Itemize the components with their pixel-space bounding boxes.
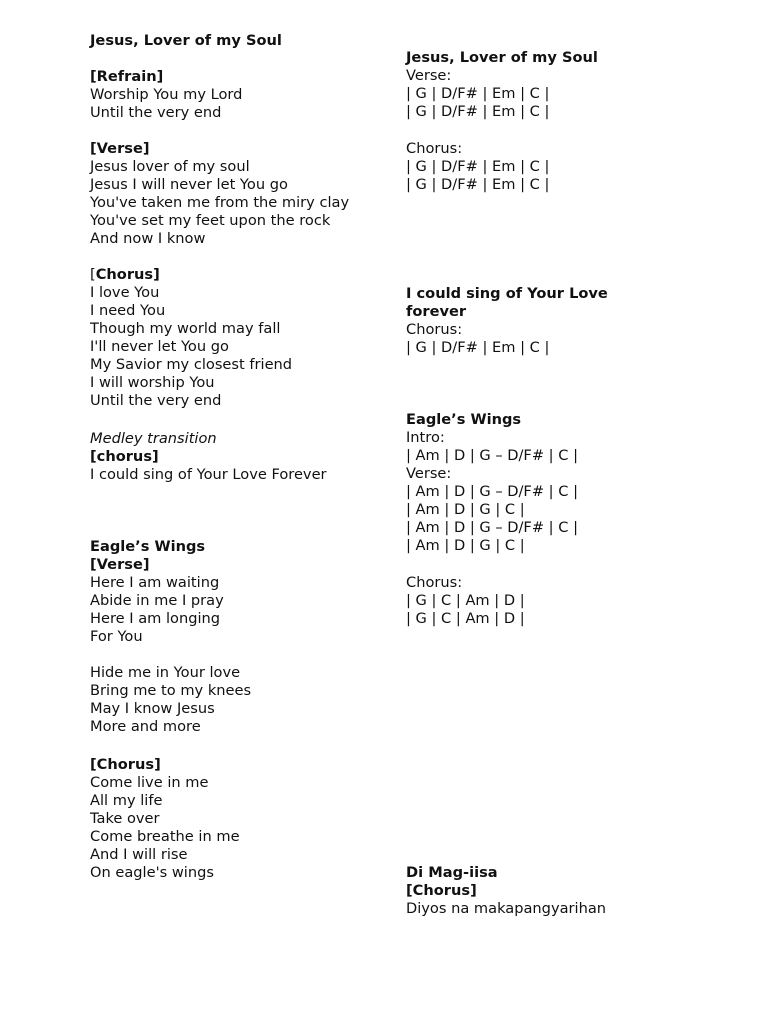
song-title: Jesus, Lover of my Soul <box>90 32 282 49</box>
lyric-line: Diyos na makapangyarihan <box>406 900 607 917</box>
section-label: [chorus] <box>90 448 159 465</box>
chord-line: | G | D/F# | Em | C | <box>406 339 550 356</box>
lyric-line: Come breathe in me <box>90 828 240 845</box>
section-label: Chorus: <box>406 574 463 591</box>
lyric-line: Take over <box>90 810 160 827</box>
song-title: Di Mag-iisa <box>406 864 498 881</box>
lyric-line: Bring me to my knees <box>90 682 252 699</box>
chord-line: | G | C | Am | D | <box>406 592 525 609</box>
section-label: Verse: <box>406 67 452 84</box>
section-label-text: Chorus] <box>95 266 160 283</box>
chord-line: | G | D/F# | Em | C | <box>406 158 550 175</box>
lyric-line: Though my world may fall <box>90 320 281 337</box>
section-label: Chorus: <box>406 140 463 157</box>
lyric-line: Abide in me I pray <box>90 592 224 609</box>
section-label: [Chorus] <box>406 882 477 899</box>
lyric-line: I could sing of Your Love Forever <box>90 466 327 483</box>
song-title: Eagle’s Wings <box>90 538 206 555</box>
section-label: Chorus: <box>406 321 463 338</box>
chord-line: | Am | D | G – D/F# | C | <box>406 447 578 464</box>
song-title: Jesus, Lover of my Soul <box>406 49 598 66</box>
song-title: I could sing of Your Love <box>406 285 608 302</box>
lyric-line: I'll never let You go <box>90 338 229 355</box>
lyric-line: Here I am longing <box>90 610 221 627</box>
lyric-line: Hide me in Your love <box>90 664 241 681</box>
section-label: [Verse] <box>90 556 150 573</box>
lyric-line: You've taken me from the miry clay <box>90 194 350 211</box>
lyric-line: My Savior my closest friend <box>90 356 293 373</box>
lyric-line: More and more <box>90 718 201 735</box>
lyric-line: Jesus lover of my soul <box>90 158 250 175</box>
chord-line: | Am | D | G – D/F# | C | <box>406 483 578 500</box>
lyric-line: You've set my feet upon the rock <box>90 212 331 229</box>
lyric-line: I will worship You <box>90 374 215 391</box>
lyric-line: On eagle's wings <box>90 864 214 881</box>
lyric-line: I love You <box>90 284 160 301</box>
chord-line: | G | D/F# | Em | C | <box>406 103 550 120</box>
lyric-line: And now I know <box>90 230 206 247</box>
chord-line: | G | C | Am | D | <box>406 610 525 627</box>
lyric-line: Come live in me <box>90 774 209 791</box>
lyric-line: Until the very end <box>90 104 222 121</box>
chord-line: | G | D/F# | Em | C | <box>406 85 550 102</box>
section-label: Intro: <box>406 429 445 446</box>
chord-line: | Am | D | G – D/F# | C | <box>406 519 578 536</box>
section-label: Verse: <box>406 465 452 482</box>
lyric-line: Worship You my Lord <box>90 86 243 103</box>
lyric-line: All my life <box>90 792 163 809</box>
medley-transition-note: Medley transition <box>90 430 217 447</box>
lyric-line: I need You <box>90 302 166 319</box>
chord-line: | G | D/F# | Em | C | <box>406 176 550 193</box>
section-label <box>90 266 160 284</box>
section-label: [Verse] <box>90 140 150 157</box>
section-label: [Refrain] <box>90 68 164 85</box>
song-title-continued: forever <box>406 303 467 320</box>
song-title: Eagle’s Wings <box>406 411 522 428</box>
lyric-line: And I will rise <box>90 846 188 863</box>
chord-line: | Am | D | G | C | <box>406 537 525 554</box>
lyric-line: For You <box>90 628 143 645</box>
section-label: [Chorus] <box>90 756 161 773</box>
lyric-line: Jesus I will never let You go <box>90 176 288 193</box>
section-bracket: [ <box>90 266 96 283</box>
lyric-line: Until the very end <box>90 392 222 409</box>
lyric-line: May I know Jesus <box>90 700 215 717</box>
lyric-line: Here I am waiting <box>90 574 220 591</box>
chord-line: | Am | D | G | C | <box>406 501 525 518</box>
